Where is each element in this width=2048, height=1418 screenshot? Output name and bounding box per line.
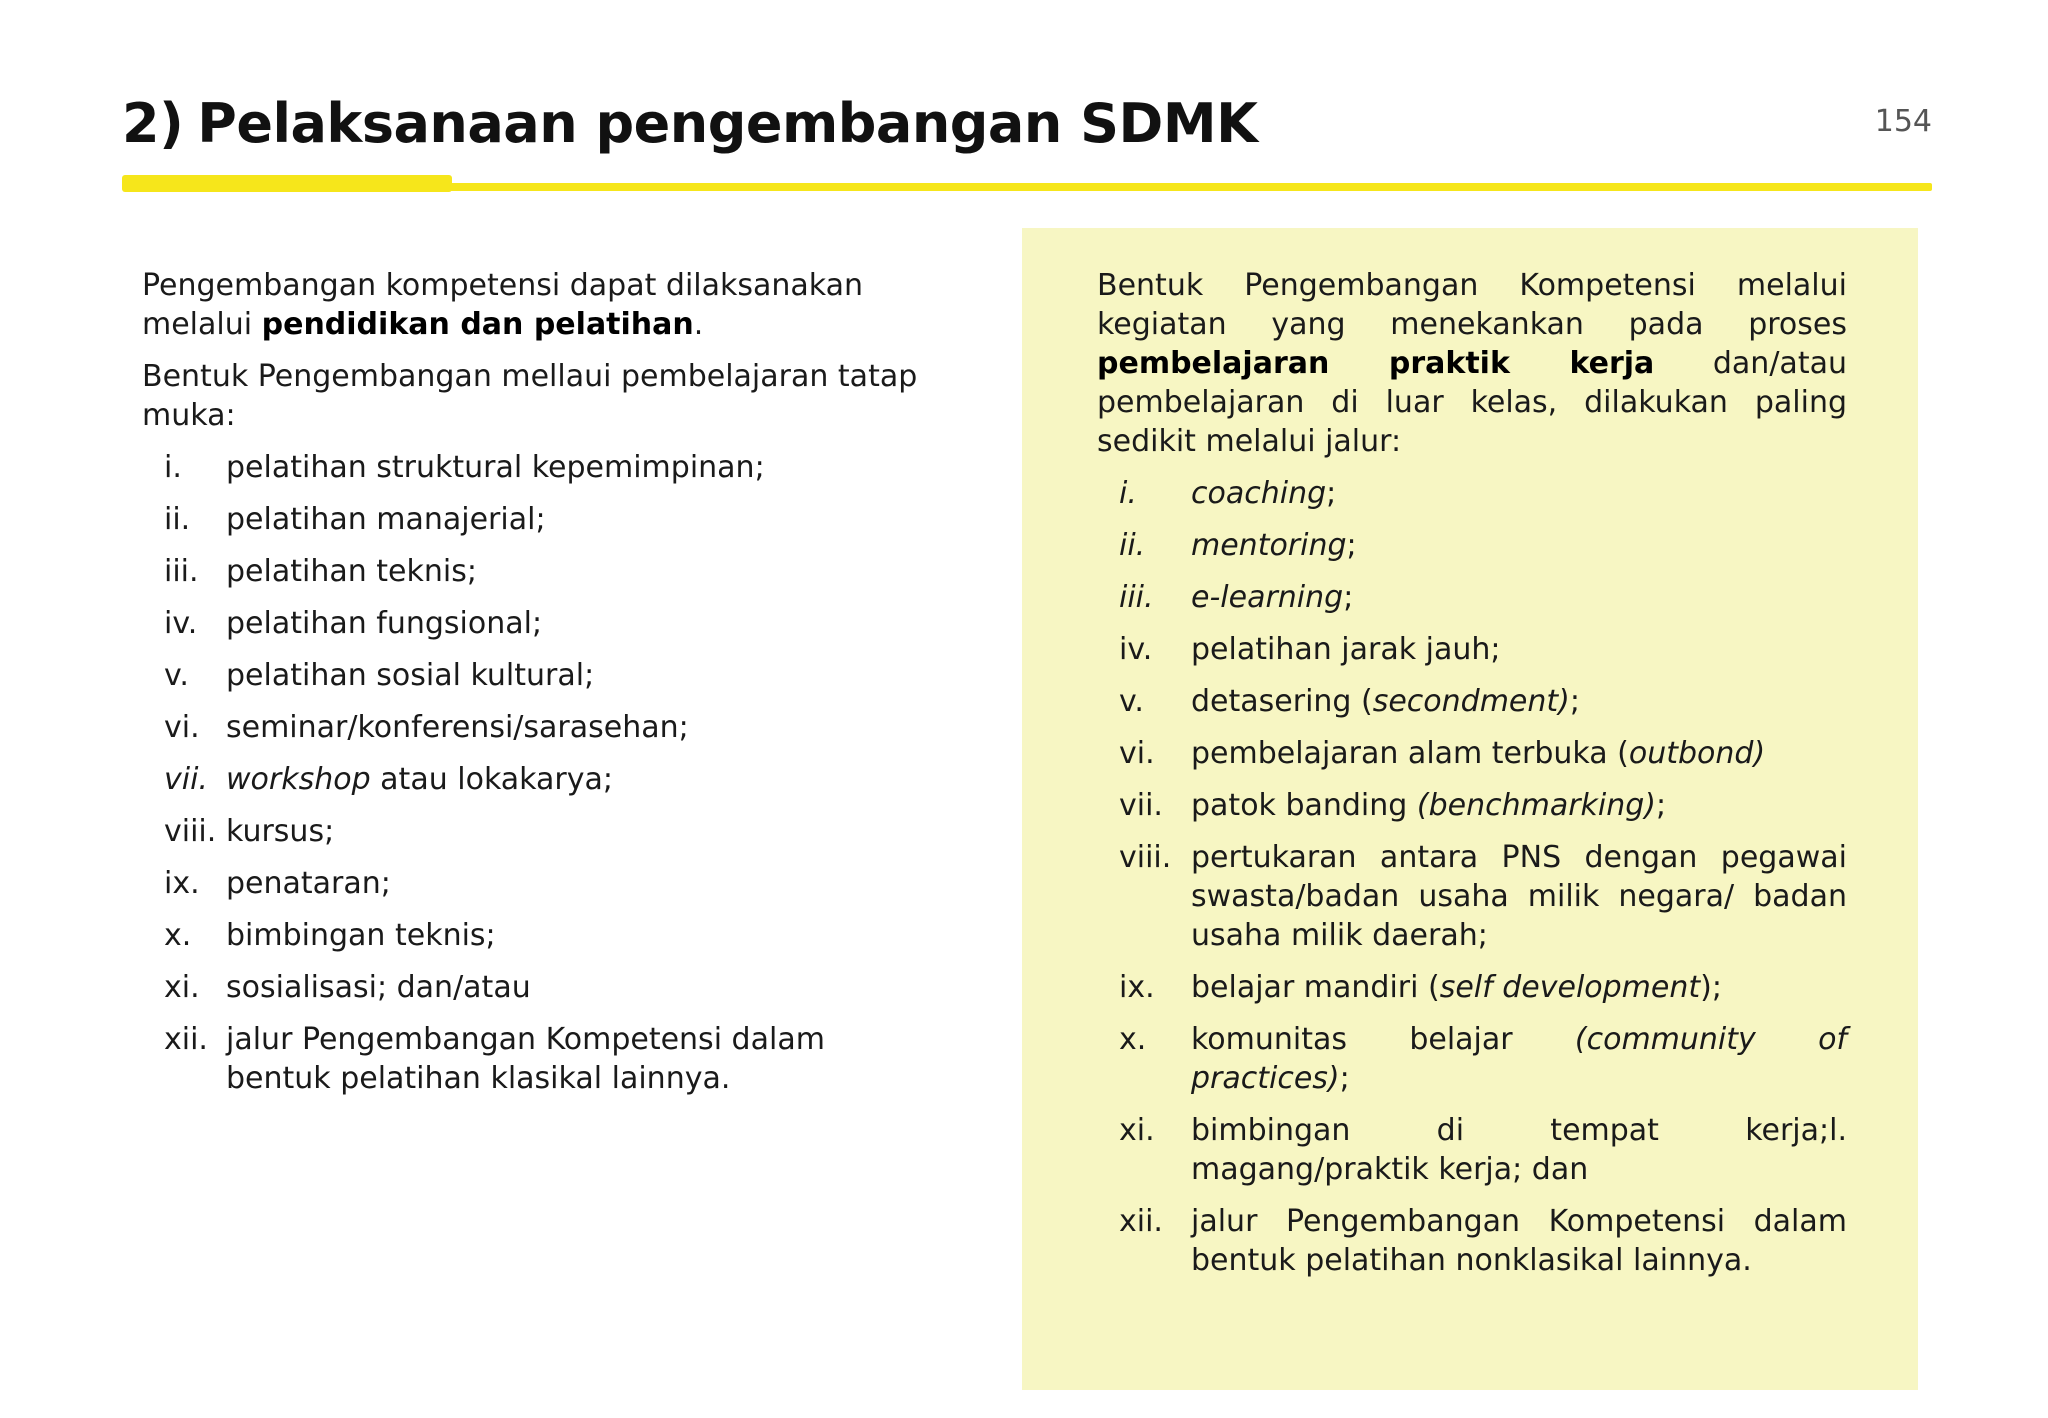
list-item-rest: pelatihan teknis;: [226, 554, 477, 589]
list-item: [142, 604, 932, 643]
title-number: 2): [122, 92, 184, 155]
page-number: 154: [1874, 104, 1932, 139]
list-item-rest: seminar/konferensi/sarasehan;: [226, 710, 689, 745]
list-item-rest: pelatihan manajerial;: [226, 502, 546, 537]
slide-title: [122, 92, 1257, 155]
list-item-marker: vi.: [1119, 736, 1155, 771]
list-item-text: [1191, 838, 1847, 955]
list-item: [1097, 1202, 1847, 1280]
right-intro-bold: pembelajaran praktik kerja: [1097, 346, 1655, 381]
right-intro-paragraph: [1097, 266, 1847, 461]
list-item-rest: pertukaran antara PNS dengan pegawai swasta/badan usaha milik negara/ badan usaha milik daerah;: [1191, 840, 1847, 953]
list-item-marker: iv.: [164, 606, 198, 641]
left-list: [142, 448, 932, 1098]
left-subheading-paragraph: Bentuk Pengembangan mellaui pembelajaran tatap muka:: [142, 359, 918, 433]
list-item-pre: detasering (: [1191, 684, 1373, 719]
list-item-text: [1191, 968, 1847, 1007]
list-item-rest: pelatihan struktural kepemimpinan;: [226, 450, 765, 485]
left-intro-bold: pendidikan dan pelatihan: [261, 307, 694, 342]
title-text: Pelaksanaan pengembangan SDMK: [197, 92, 1258, 155]
list-item-rest: kursus;: [226, 814, 335, 849]
list-item: [142, 708, 932, 747]
list-item-text: [226, 916, 932, 955]
list-item: [1097, 526, 1847, 565]
list-item-pre: komunitas belajar: [1191, 1022, 1575, 1057]
list-item-rest: pelatihan sosial kultural;: [226, 658, 595, 693]
right-list: [1097, 474, 1847, 1280]
list-item: [1097, 630, 1847, 669]
list-item-italic: e-learning: [1191, 580, 1344, 615]
list-item-rest: ;: [1343, 580, 1354, 615]
list-item: [142, 448, 932, 487]
list-item-italic: coaching: [1191, 476, 1327, 511]
list-item-text: [1191, 578, 1847, 617]
list-item-marker: ix.: [1119, 970, 1155, 1005]
list-item-rest: bimbingan di tempat kerja;l. magang/praktik kerja; dan: [1191, 1113, 1847, 1187]
list-item-text: [1191, 526, 1847, 565]
right-intro-end: dan/atau pembelajaran di luar kelas, dilakukan paling sedikit melalui jalur:: [1097, 346, 1847, 459]
list-item: [142, 552, 932, 591]
list-item-rest: ;: [1569, 684, 1580, 719]
title-underline-accent: [122, 175, 452, 192]
list-item-marker: x.: [164, 918, 192, 953]
right-intro-text: Bentuk Pengembangan Kompetensi melalui kegiatan yang menekankan pada proses: [1097, 268, 1847, 342]
list-item-italic: mentoring: [1191, 528, 1347, 563]
list-item-rest: ;: [1339, 1061, 1350, 1096]
list-item: [1097, 786, 1847, 825]
list-item-rest: ;: [1656, 788, 1667, 823]
list-item: [1097, 682, 1847, 721]
list-item-italic: workshop: [226, 762, 371, 797]
list-item-rest: bimbingan teknis;: [226, 918, 496, 953]
list-item: [142, 760, 932, 799]
list-item-text: [1191, 474, 1847, 513]
list-item-text: [226, 604, 932, 643]
list-item: [1097, 734, 1847, 773]
list-item-pre: patok banding: [1191, 788, 1417, 823]
list-item-text: [1191, 1202, 1847, 1280]
left-intro-paragraph: [142, 266, 932, 344]
list-item-marker: vii.: [164, 762, 208, 797]
list-item-italic: secondment): [1372, 684, 1570, 719]
list-item-text: [226, 552, 932, 591]
list-item-rest: ;: [1326, 476, 1337, 511]
list-item-marker: vi.: [164, 710, 200, 745]
list-item-text: [226, 708, 932, 747]
list-item-text: [226, 760, 932, 799]
list-item-text: [226, 656, 932, 695]
list-item-marker: xii.: [164, 1022, 208, 1057]
list-item-marker: iii.: [164, 554, 199, 589]
list-item: [142, 1020, 932, 1098]
list-item-marker: v.: [1119, 684, 1144, 719]
list-item-text: [226, 448, 932, 487]
list-item: [142, 812, 932, 851]
list-item: [142, 656, 932, 695]
left-intro-text: Pengembangan kompetensi dapat dilaksanakan melalui: [142, 268, 864, 342]
list-item-text: [1191, 734, 1847, 773]
list-item-italic: (community of practices): [1191, 1022, 1847, 1096]
list-item-text: [1191, 1020, 1847, 1098]
list-item-rest: pelatihan fungsional;: [226, 606, 543, 641]
list-item-marker: iv.: [1119, 632, 1153, 667]
list-item: [1097, 838, 1847, 955]
list-item-marker: ii.: [164, 502, 191, 537]
list-item: [1097, 474, 1847, 513]
list-item-text: [226, 968, 932, 1007]
list-item-text: [226, 864, 932, 903]
list-item-italic: outbond): [1628, 736, 1766, 771]
left-intro-end: .: [693, 307, 704, 342]
list-item-text: [1191, 1111, 1847, 1189]
list-item-italic: self development: [1439, 970, 1701, 1005]
list-item: [1097, 578, 1847, 617]
list-item-marker: i.: [164, 450, 182, 485]
list-item-rest: );: [1700, 970, 1722, 1005]
list-item-marker: x.: [1119, 1022, 1147, 1057]
list-item: [142, 500, 932, 539]
list-item-marker: xi.: [164, 970, 200, 1005]
list-item-italic: (benchmarking): [1416, 788, 1657, 823]
list-item-rest: jalur Pengembangan Kompetensi dalam bentuk pelatihan klasikal lainnya.: [226, 1022, 825, 1096]
list-item-text: [1191, 682, 1847, 721]
list-item-marker: v.: [164, 658, 189, 693]
list-item-text: [226, 1020, 932, 1098]
list-item-pre: belajar mandiri (: [1191, 970, 1440, 1005]
list-item-marker: vii.: [1119, 788, 1163, 823]
list-item-marker: xi.: [1119, 1113, 1155, 1148]
list-item: [142, 864, 932, 903]
list-item-pre: pembelajaran alam terbuka (: [1191, 736, 1629, 771]
list-item-rest: pelatihan jarak jauh;: [1191, 632, 1501, 667]
list-item-rest: sosialisasi; dan/atau: [226, 970, 531, 1005]
list-item: [142, 916, 932, 955]
list-item-marker: ix.: [164, 866, 200, 901]
list-item-rest: ;: [1346, 528, 1357, 563]
list-item-text: [226, 500, 932, 539]
list-item-marker: ii.: [1119, 528, 1146, 563]
title-underline-line: [440, 183, 1932, 191]
list-item: [1097, 1020, 1847, 1098]
left-column: [142, 266, 932, 1111]
list-item-marker: i.: [1119, 476, 1137, 511]
list-item-rest: atau lokakarya;: [370, 762, 613, 797]
list-item-marker: viii.: [164, 814, 217, 849]
list-item: [1097, 1111, 1847, 1189]
list-item-rest: penataran;: [226, 866, 391, 901]
list-item: [142, 968, 932, 1007]
list-item-rest: jalur Pengembangan Kompetensi dalam bentuk pelatihan nonklasikal lainnya.: [1191, 1204, 1847, 1278]
list-item: [1097, 968, 1847, 1007]
list-item-text: [1191, 786, 1847, 825]
right-column: [1097, 266, 1847, 1293]
list-item-marker: viii.: [1119, 840, 1172, 875]
list-item-marker: xii.: [1119, 1204, 1163, 1239]
list-item-marker: iii.: [1119, 580, 1154, 615]
list-item-text: [226, 812, 932, 851]
list-item-text: [1191, 630, 1847, 669]
